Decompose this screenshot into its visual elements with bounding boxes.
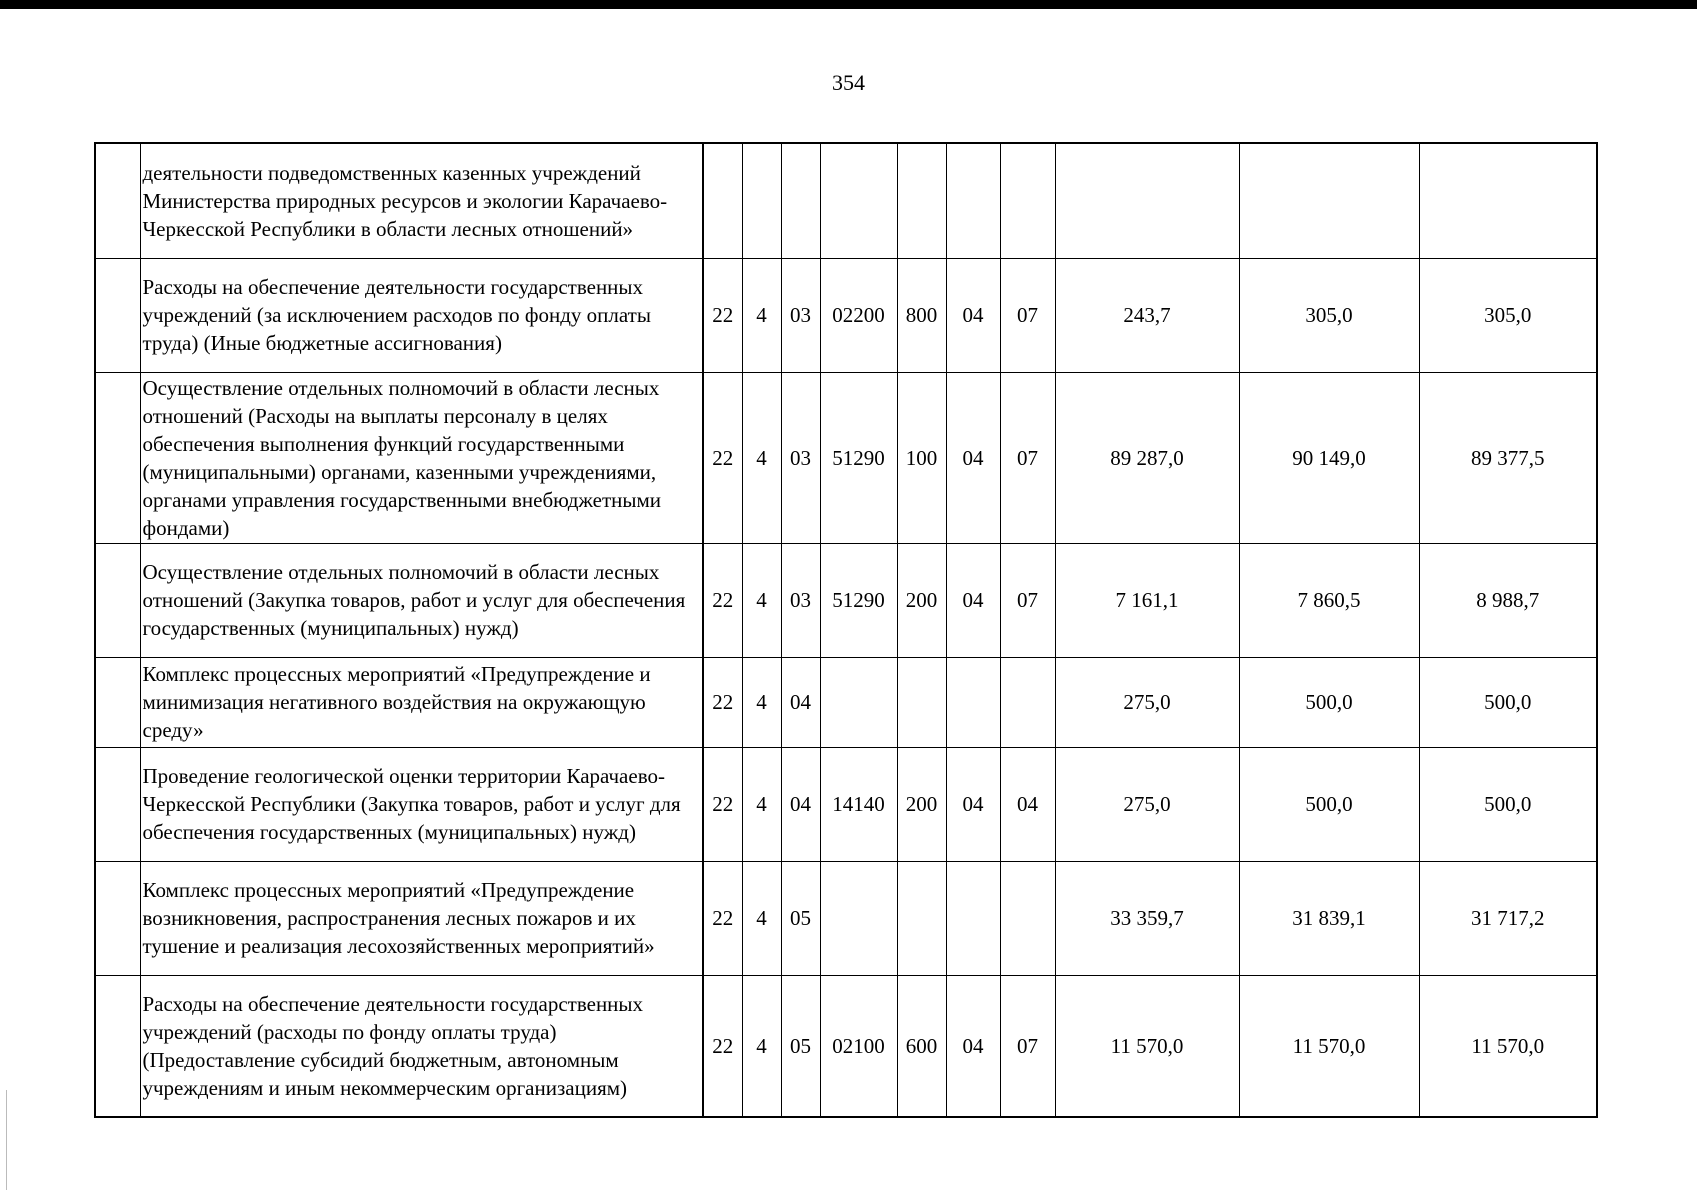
code-cell-7: 07	[1000, 975, 1055, 1117]
row-index-cell	[95, 861, 140, 975]
code-cell-2: 4	[742, 747, 781, 861]
row-index-cell	[95, 657, 140, 747]
code-cell-3: 04	[781, 747, 820, 861]
code-cell-1: 22	[703, 747, 742, 861]
amount-cell-1	[1055, 143, 1239, 258]
code-cell-2: 4	[742, 861, 781, 975]
row-index-cell	[95, 258, 140, 372]
amount-cell-1: 89 287,0	[1055, 372, 1239, 543]
amount-cell-1: 243,7	[1055, 258, 1239, 372]
table-row	[95, 143, 1597, 258]
row-index-cell	[95, 143, 140, 258]
amount-cell-3: 11 570,0	[1419, 975, 1597, 1117]
code-cell-5: 100	[897, 372, 946, 543]
amount-cell-1: 7 161,1	[1055, 543, 1239, 657]
code-cell-3: 03	[781, 543, 820, 657]
amount-cell-2: 11 570,0	[1239, 975, 1419, 1117]
code-cell-2: 4	[742, 543, 781, 657]
amount-cell-3: 89 377,5	[1419, 372, 1597, 543]
amount-cell-3: 8 988,7	[1419, 543, 1597, 657]
amount-cell-2: 90 149,0	[1239, 372, 1419, 543]
code-cell-7: 04	[1000, 747, 1055, 861]
table-row	[95, 975, 1597, 1117]
description-cell: Комплекс процессных мероприятий «Предупреждение возникновения, распространения лесных пожаров и их тушение и реализация лесохозяйственных мероприятий»	[140, 861, 703, 975]
code-cell-1: 22	[703, 861, 742, 975]
amount-cell-2: 500,0	[1239, 657, 1419, 747]
code-cell-5	[897, 861, 946, 975]
code-cell-5: 200	[897, 543, 946, 657]
description-cell: Проведение геологической оценки территории Карачаево-Черкесской Республики (Закупка товаров, работ и услуг для обеспечения государственных (муниципальных) нужд)	[140, 747, 703, 861]
code-cell-7: 07	[1000, 258, 1055, 372]
row-index-cell	[95, 747, 140, 861]
code-cell-6: 04	[946, 372, 1000, 543]
code-cell-5	[897, 657, 946, 747]
code-cell-3: 03	[781, 372, 820, 543]
code-cell-3	[781, 143, 820, 258]
page-number: 354	[832, 70, 865, 95]
code-cell-4	[820, 143, 897, 258]
description-cell: Расходы на обеспечение деятельности государственных учреждений (за исключением расходов по фонду оплаты труда) (Иные бюджетные ассигнования)	[140, 258, 703, 372]
code-cell-1	[703, 143, 742, 258]
code-cell-6: 04	[946, 258, 1000, 372]
code-cell-1: 22	[703, 657, 742, 747]
description-cell: Комплекс процессных мероприятий «Предупреждение и минимизация негативного воздействия на окружающую среду»	[140, 657, 703, 747]
code-cell-3: 05	[781, 975, 820, 1117]
code-cell-6: 04	[946, 543, 1000, 657]
code-cell-3: 03	[781, 258, 820, 372]
code-cell-1: 22	[703, 372, 742, 543]
code-cell-4: 14140	[820, 747, 897, 861]
budget-table	[94, 142, 1598, 1118]
code-cell-3: 05	[781, 861, 820, 975]
amount-cell-3: 500,0	[1419, 657, 1597, 747]
table-row	[95, 861, 1597, 975]
code-cell-6	[946, 143, 1000, 258]
code-cell-6: 04	[946, 975, 1000, 1117]
code-cell-4: 02100	[820, 975, 897, 1117]
code-cell-5	[897, 143, 946, 258]
code-cell-6	[946, 861, 1000, 975]
row-index-cell	[95, 543, 140, 657]
description-cell: Осуществление отдельных полномочий в области лесных отношений (Закупка товаров, работ и услуг для обеспечения государственных (муниципальных) нужд)	[140, 543, 703, 657]
code-cell-7: 07	[1000, 543, 1055, 657]
code-cell-7	[1000, 861, 1055, 975]
code-cell-4: 51290	[820, 543, 897, 657]
code-cell-2: 4	[742, 657, 781, 747]
amount-cell-2	[1239, 143, 1419, 258]
code-cell-6	[946, 657, 1000, 747]
code-cell-2: 4	[742, 258, 781, 372]
amount-cell-3: 500,0	[1419, 747, 1597, 861]
amount-cell-1: 275,0	[1055, 657, 1239, 747]
table-row	[95, 657, 1597, 747]
code-cell-4: 51290	[820, 372, 897, 543]
amount-cell-1: 275,0	[1055, 747, 1239, 861]
code-cell-4: 02200	[820, 258, 897, 372]
code-cell-4	[820, 657, 897, 747]
code-cell-5: 200	[897, 747, 946, 861]
code-cell-2: 4	[742, 975, 781, 1117]
scan-margin-mark	[6, 1090, 7, 1190]
code-cell-7	[1000, 657, 1055, 747]
row-index-cell	[95, 372, 140, 543]
code-cell-4	[820, 861, 897, 975]
amount-cell-2: 305,0	[1239, 258, 1419, 372]
code-cell-1: 22	[703, 543, 742, 657]
table-row	[95, 258, 1597, 372]
code-cell-5: 800	[897, 258, 946, 372]
code-cell-7: 07	[1000, 372, 1055, 543]
table-row	[95, 747, 1597, 861]
code-cell-3: 04	[781, 657, 820, 747]
code-cell-2: 4	[742, 372, 781, 543]
amount-cell-2: 500,0	[1239, 747, 1419, 861]
description-cell: деятельности подведомственных казенных учреждений Министерства природных ресурсов и экологии Карачаево-Черкесской Республики в области лесных отношений»	[140, 143, 703, 258]
amount-cell-3: 305,0	[1419, 258, 1597, 372]
amount-cell-3: 31 717,2	[1419, 861, 1597, 975]
description-cell: Осуществление отдельных полномочий в области лесных отношений (Расходы на выплаты персоналу в целях обеспечения выполнения функций государственными (муниципальными) органами, казенными учреждениями, органами управления государственными внебюджетными фондами)	[140, 372, 703, 543]
description-cell: Расходы на обеспечение деятельности государственных учреждений (расходы по фонду оплаты труда) (Предоставление субсидий бюджетным, автономным учреждениям и иным некоммерческим организациям)	[140, 975, 703, 1117]
code-cell-1: 22	[703, 975, 742, 1117]
amount-cell-2: 31 839,1	[1239, 861, 1419, 975]
code-cell-1: 22	[703, 258, 742, 372]
code-cell-7	[1000, 143, 1055, 258]
amount-cell-1: 11 570,0	[1055, 975, 1239, 1117]
table-row	[95, 372, 1597, 543]
amount-cell-3	[1419, 143, 1597, 258]
amount-cell-2: 7 860,5	[1239, 543, 1419, 657]
code-cell-5: 600	[897, 975, 946, 1117]
row-index-cell	[95, 975, 140, 1117]
amount-cell-1: 33 359,7	[1055, 861, 1239, 975]
code-cell-6: 04	[946, 747, 1000, 861]
scan-top-border	[0, 0, 1697, 9]
code-cell-2	[742, 143, 781, 258]
table-row	[95, 543, 1597, 657]
